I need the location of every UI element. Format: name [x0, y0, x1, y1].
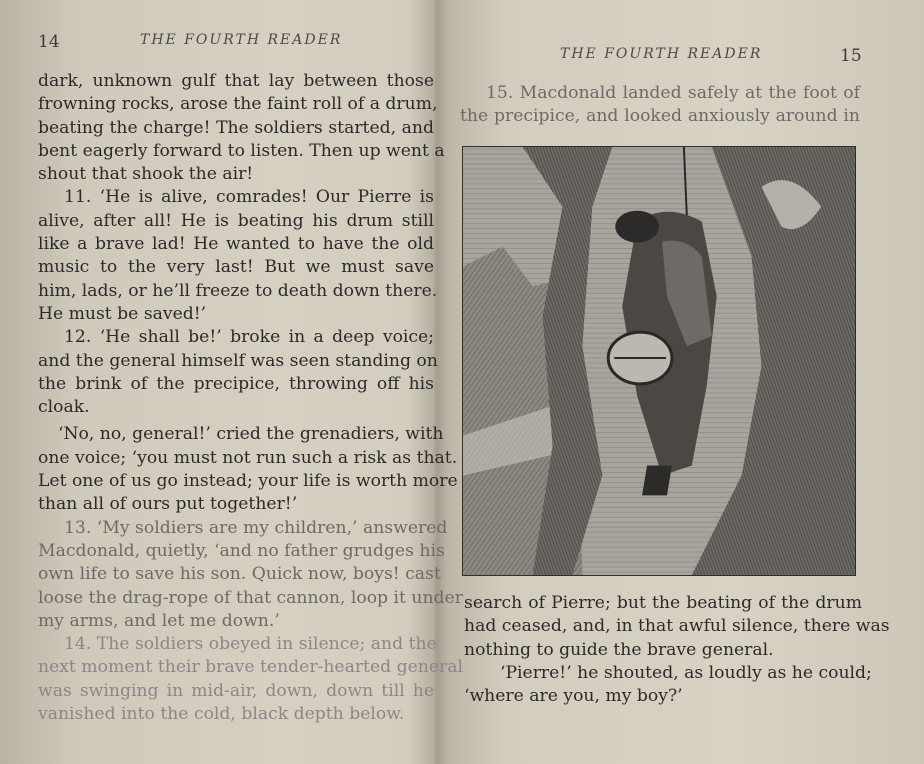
paragraph-15-start: 15. Macdonald landed safely at the foot of — [486, 83, 860, 103]
boots — [642, 466, 672, 496]
paragraph-13-start: 13. ‘My soldiers are my children,’ answered — [64, 517, 448, 538]
text-line: ‘No, no, general!’ cried the grenadiers, with — [58, 424, 444, 445]
text-line: Let one of us go instead; your life is worth more — [38, 471, 458, 492]
text-line: one voice; ‘you must not run such a risk as that. — [38, 447, 458, 468]
text-line: ‘where are you, my boy?’ — [464, 686, 683, 707]
text-line: bent eagerly forward to listen. Then up went a — [38, 140, 445, 161]
right-page-text-top — [460, 82, 860, 129]
text-line: cloak. — [38, 397, 90, 418]
text-line: ‘Pierre!’ he shouted, as loudly as he could; — [500, 662, 872, 683]
text-line: alive, after all! He is beating his drum still — [38, 210, 434, 231]
text-line: nothing to guide the brave general. — [464, 639, 774, 660]
paragraph-11-start: 11. ‘He is alive, comrades! Our Pierre is — [64, 187, 434, 208]
text-line: had ceased, and, in that awful silence, there was — [464, 616, 890, 637]
text-line: loose the drag-rope of that cannon, loop it under — [38, 587, 463, 608]
general-hat — [615, 211, 659, 243]
right-page-number: 15 — [840, 46, 862, 66]
text-line: was swinging in mid-air, down, down till he — [38, 680, 434, 701]
right-page-text-bottom — [464, 592, 890, 708]
text-line: my arms, and let me down.’ — [38, 610, 280, 631]
text-line: music to the very last! But we must save — [38, 257, 434, 278]
paragraph-12-start: 12. ‘He shall be!’ broke in a deep voice; — [64, 327, 434, 348]
engraving-drawing — [463, 147, 855, 575]
text-line: shout that shook the air! — [38, 164, 254, 185]
text-line: next moment their brave tender-hearted general — [38, 657, 463, 678]
text-line: and the general himself was seen standing on — [38, 350, 438, 371]
text-line: Macdonald, quietly, ‘and no father grudges his — [38, 540, 445, 561]
paragraph-14-start: 14. The soldiers obeyed in silence; and the — [64, 634, 437, 655]
text-line: the brink of the precipice, throwing off his — [38, 373, 434, 394]
text-line: like a brave lad! He wanted to have the old — [38, 234, 434, 255]
text-line: own life to save his son. Quick now, boys! cast — [38, 564, 441, 585]
text-line: beating the charge! The soldiers started, and — [38, 117, 434, 138]
left-page-text — [38, 70, 463, 726]
text-line: than all of ours put together!’ — [38, 494, 298, 515]
text-line: frowning rocks, arose the faint roll of a drum, — [38, 94, 438, 115]
right-running-head: THE FOURTH READER — [560, 46, 763, 62]
text-line: search of Pierre; but the beating of the drum — [464, 593, 862, 613]
text-line: the precipice, and looked anxiously around in — [460, 106, 860, 127]
engraving-illustration — [462, 146, 856, 576]
left-page-number: 14 — [38, 32, 60, 52]
text-line: He must be saved!’ — [38, 303, 207, 324]
text-line: him, lads, or he’ll freeze to death down there. — [38, 280, 438, 301]
left-running-head: THE FOURTH READER — [140, 32, 343, 48]
text-line: dark, unknown gulf that lay between those — [38, 71, 434, 91]
text-line: vanished into the cold, black depth below. — [38, 704, 405, 725]
